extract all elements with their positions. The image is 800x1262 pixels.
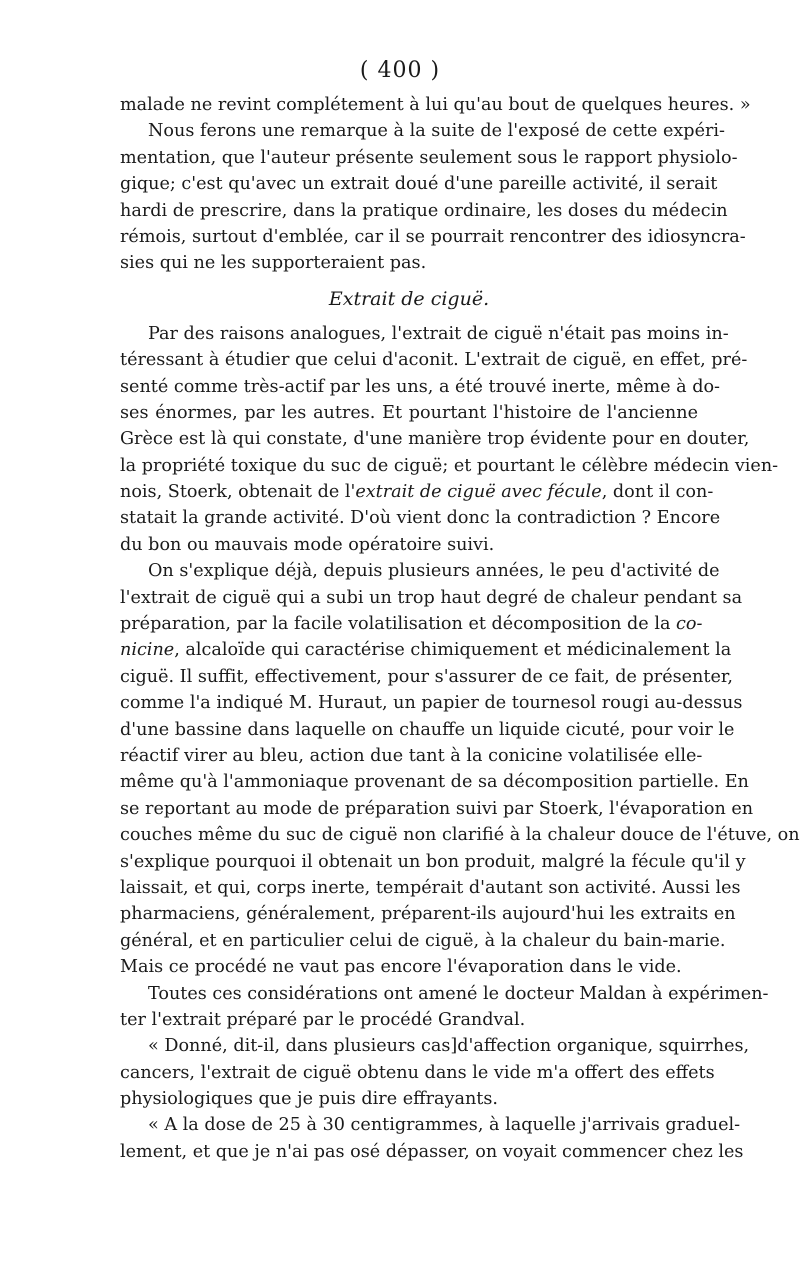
text-line: d'une bassine dans laquelle on chauffe un liquide cicuté, pour voir le bbox=[120, 719, 735, 740]
text-line: Toutes ces considérations ont amené le docteur Maldan à expérimen- bbox=[148, 983, 769, 1004]
text-line: réactif virer au bleu, action due tant à la conicine volatilisée elle- bbox=[120, 745, 703, 766]
text-line: lement, et que je n'ai pas osé dépasser, on voyait commencer chez les bbox=[120, 1141, 744, 1162]
text-line: Par des raisons analogues, l'extrait de ciguë n'était pas moins in- bbox=[148, 323, 729, 344]
text-line: couches même du suc de ciguë non clarifié à la chaleur douce de l'étuve, on bbox=[120, 825, 800, 846]
text-line: rémois, surtout d'emblée, car il se pourrait rencontrer des idiosyncra- bbox=[120, 226, 746, 247]
text-line: ter l'extrait préparé par le procédé Grandval. bbox=[120, 1009, 526, 1030]
italic-word: nicine bbox=[120, 640, 175, 661]
text-line: téressant à étudier que celui d'aconit. L'extrait de ciguë, en effet, pré- bbox=[120, 350, 748, 371]
text-line: s'explique pourquoi il obtenait un bon produit, malgré la fécule qu'il y bbox=[120, 851, 746, 872]
text-line: comme l'a indiqué M. Huraut, un papier de tournesol rougi au-dessus bbox=[120, 693, 743, 714]
italic-word: co- bbox=[676, 614, 703, 635]
text-line bbox=[120, 637, 732, 663]
text-segment: , dont il con- bbox=[601, 482, 714, 503]
text-line: senté comme très-actif par les uns, a été trouvé inerte, même à do- bbox=[120, 376, 720, 397]
text-line: Grèce est là qui constate, d'une manière trop évidente pour en douter, bbox=[120, 429, 750, 450]
text-line: du bon ou mauvais mode opératoire suivi. bbox=[120, 534, 495, 555]
text-line: hardi de prescrire, dans la pratique ordinaire, les doses du médecin bbox=[120, 200, 728, 221]
text-line: l'extrait de ciguë qui a subi un trop haut degré de chaleur pendant sa bbox=[120, 587, 743, 608]
text-line: mentation, que l'auteur présente seulement sous le rapport physiolo- bbox=[120, 147, 738, 168]
text-line: même qu'à l'ammoniaque provenant de sa décomposition partielle. En bbox=[120, 772, 749, 793]
text-line: On s'explique déjà, depuis plusieurs années, le peu d'activité de bbox=[148, 561, 720, 582]
text-line: laissait, et qui, corps inerte, tempérait d'autant son activité. Aussi les bbox=[120, 877, 741, 898]
section-title: Extrait de ciguë. bbox=[328, 287, 490, 310]
italic-phrase: extrait de ciguë avec fécule bbox=[355, 482, 602, 503]
text-line: se reportant au mode de préparation suivi par Stoerk, l'évaporation en bbox=[120, 798, 754, 819]
text-line: physiologiques que je puis dire effrayants. bbox=[120, 1089, 498, 1110]
text-line: Mais ce procédé ne vaut pas encore l'évaporation dans le vide. bbox=[120, 957, 682, 978]
text-segment: , alcaloïde qui caractérise chimiquement et médicinalement la bbox=[174, 640, 732, 661]
text-line: ses énormes, par les autres. Et pourtant l'histoire de l'ancienne bbox=[120, 402, 698, 423]
text-line: « A la dose de 25 à 30 centigrammes, à laquelle j'arrivais graduel- bbox=[148, 1115, 741, 1136]
text-line: statait la grande activité. D'où vient donc la contradiction ? Encore bbox=[120, 508, 721, 529]
text-line: sies qui ne les supporteraient pas. bbox=[120, 253, 427, 274]
text-line: ciguë. Il suffit, effectivement, pour s'assurer de ce fait, de présenter, bbox=[120, 666, 733, 687]
page-number: ( 400 ) bbox=[359, 58, 441, 83]
text-line: malade ne revint complétement à lui qu'au bout de quelques heures. » bbox=[120, 95, 751, 115]
text-segment: nois, Stoerk, obtenait de l' bbox=[120, 482, 356, 503]
text-line: « Donné, dit-il, dans plusieurs cas]d'affection organique, squirrhes, bbox=[148, 1036, 750, 1057]
text-line bbox=[120, 611, 703, 637]
text-line: cancers, l'extrait de ciguë obtenu dans le vide m'a offert des effets bbox=[120, 1062, 715, 1083]
text-line: gique; c'est qu'avec un extrait doué d'une pareille activité, il serait bbox=[120, 174, 718, 195]
text-line bbox=[120, 479, 714, 505]
text-line: Nous ferons une remarque à la suite de l'exposé de cette expéri- bbox=[148, 121, 725, 142]
body-text bbox=[120, 92, 800, 1165]
text-line: général, et en particulier celui de ciguë, à la chaleur du bain-marie. bbox=[120, 930, 726, 951]
text-line: la propriété toxique du suc de ciguë; et pourtant le célèbre médecin vien- bbox=[120, 455, 779, 476]
text-segment: préparation, par la facile volatilisation et décomposition de la bbox=[120, 614, 677, 635]
text-line: pharmaciens, généralement, préparent-ils aujourd'hui les extraits en bbox=[120, 904, 736, 925]
